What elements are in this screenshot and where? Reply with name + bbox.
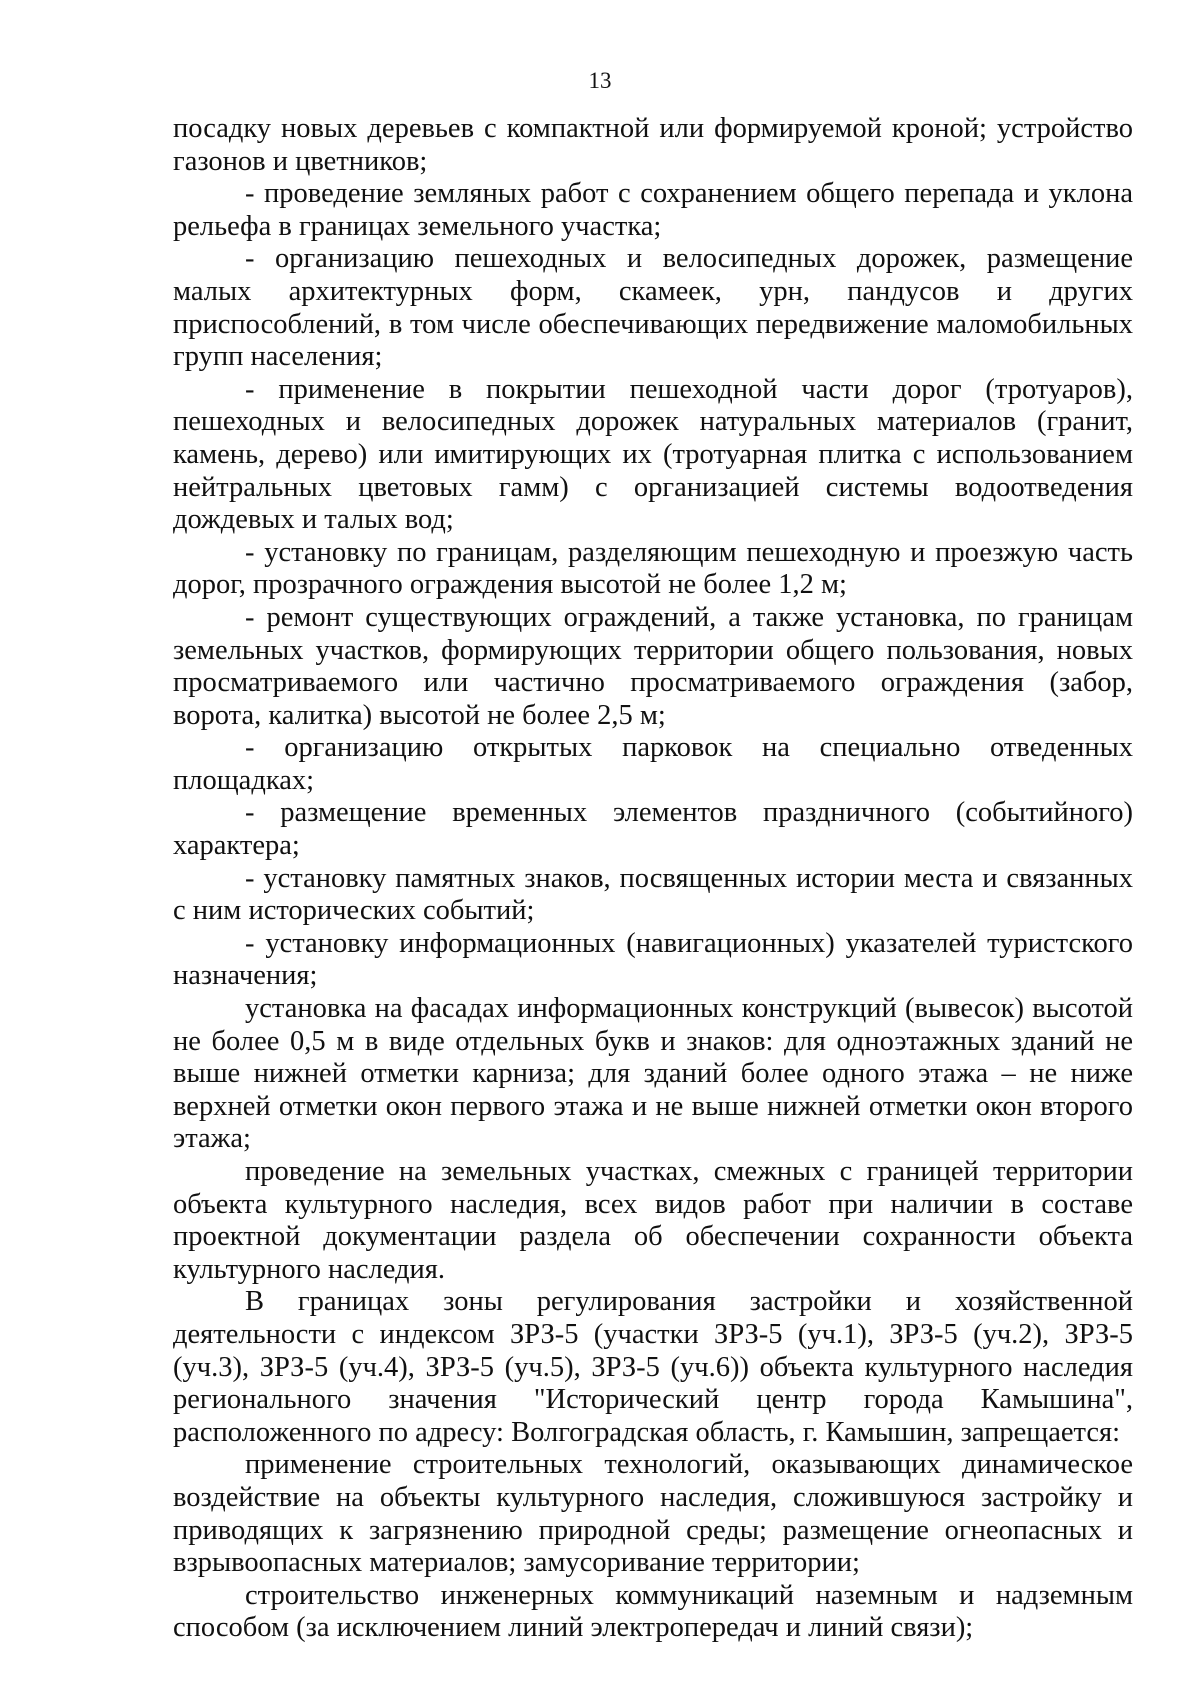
paragraph: - применение в покрытии пешеходной части дорог (тротуаров), пешеходных и велосипедных дорожек натуральных материалов (гранит, камень, дерево) или имитирующих их (тротуарная плитка с использованием нейтральных цветовых гамм) с организацией системы водоотведения дождевых и талых вод; xyxy=(173,373,1133,536)
paragraph: проведение на земельных участках, смежных с границей территории объекта культурного наследия, всех видов работ при наличии в составе проектной документации раздела об обеспечении сохранности объекта культурного наследия. xyxy=(173,1156,1133,1285)
paragraph: - организацию пешеходных и велосипедных дорожек, размещение малых архитектурных форм, скамеек, урн, пандусов и других приспособлений, в том числе обеспечивающих передвижение маломобильных групп населения; xyxy=(173,243,1133,373)
paragraph: - организацию открытых парковок на специально отведенных площадках; xyxy=(173,732,1133,796)
paragraph: В границах зоны регулирования застройки и хозяйственной деятельности с индексом ЗРЗ-5 (участки ЗРЗ-5 (уч.1), ЗРЗ-5 (уч.2), ЗРЗ-5 (уч.3), ЗРЗ-5 (уч.4), ЗРЗ-5 (уч.5), ЗРЗ-5 (уч.6)) объекта культурного наследия регионального значения "Исторический центр города Камышина", расположенного по адресу: Волгоградская область, г. Камышин, запрещается: xyxy=(173,1286,1133,1448)
paragraph: применение строительных технологий, оказывающих динамическое воздействие на объекты культурного наследия, сложившуюся застройку и приводящих к загрязнению природной среды; размещение огнеопасных и взрывоопасных материалов; замусоривание территории; xyxy=(173,1449,1133,1579)
paragraph: строительство инженерных коммуникаций наземным и надземным способом (за исключением линий электропередач и линий связи); xyxy=(173,1579,1133,1644)
paragraph: посадку новых деревьев с компактной или формируемой кроной; устройство газонов и цветников; xyxy=(173,113,1133,177)
paragraph: - проведение земляных работ с сохранением общего перепада и уклона рельефа в границах земельного участка; xyxy=(173,178,1133,242)
paragraph: - установку по границам, разделяющим пешеходную и проезжую часть дорог, прозрачного ограждения высотой не более 1,2 м; xyxy=(173,536,1133,601)
paragraph: - размещение временных элементов праздничного (событийного) характера; xyxy=(173,797,1133,862)
paragraph: установка на фасадах информационных конструкций (вывесок) высотой не более 0,5 м в виде отдельных букв и знаков: для одноэтажных зданий не выше нижней отметки карниза; для зданий более одного этажа – не ниже верхней отметки окон первого этажа и не выше нижней отметки окон второго этажа; xyxy=(173,993,1133,1155)
document-body xyxy=(173,113,1133,1645)
paragraph: - установку памятных знаков, посвященных истории места и связанных с ним исторических событий; xyxy=(173,862,1133,927)
paragraph: - ремонт существующих ограждений, а также установка, по границам земельных участков, формирующих территории общего пользования, новых просматриваемого или частично просматриваемого ограждения (забор, ворота, калитка) высотой не более 2,5 м; xyxy=(173,601,1133,731)
paragraph: - установку информационных (навигационных) указателей туристского назначения; xyxy=(173,927,1133,992)
page-number: 13 xyxy=(588,68,612,93)
